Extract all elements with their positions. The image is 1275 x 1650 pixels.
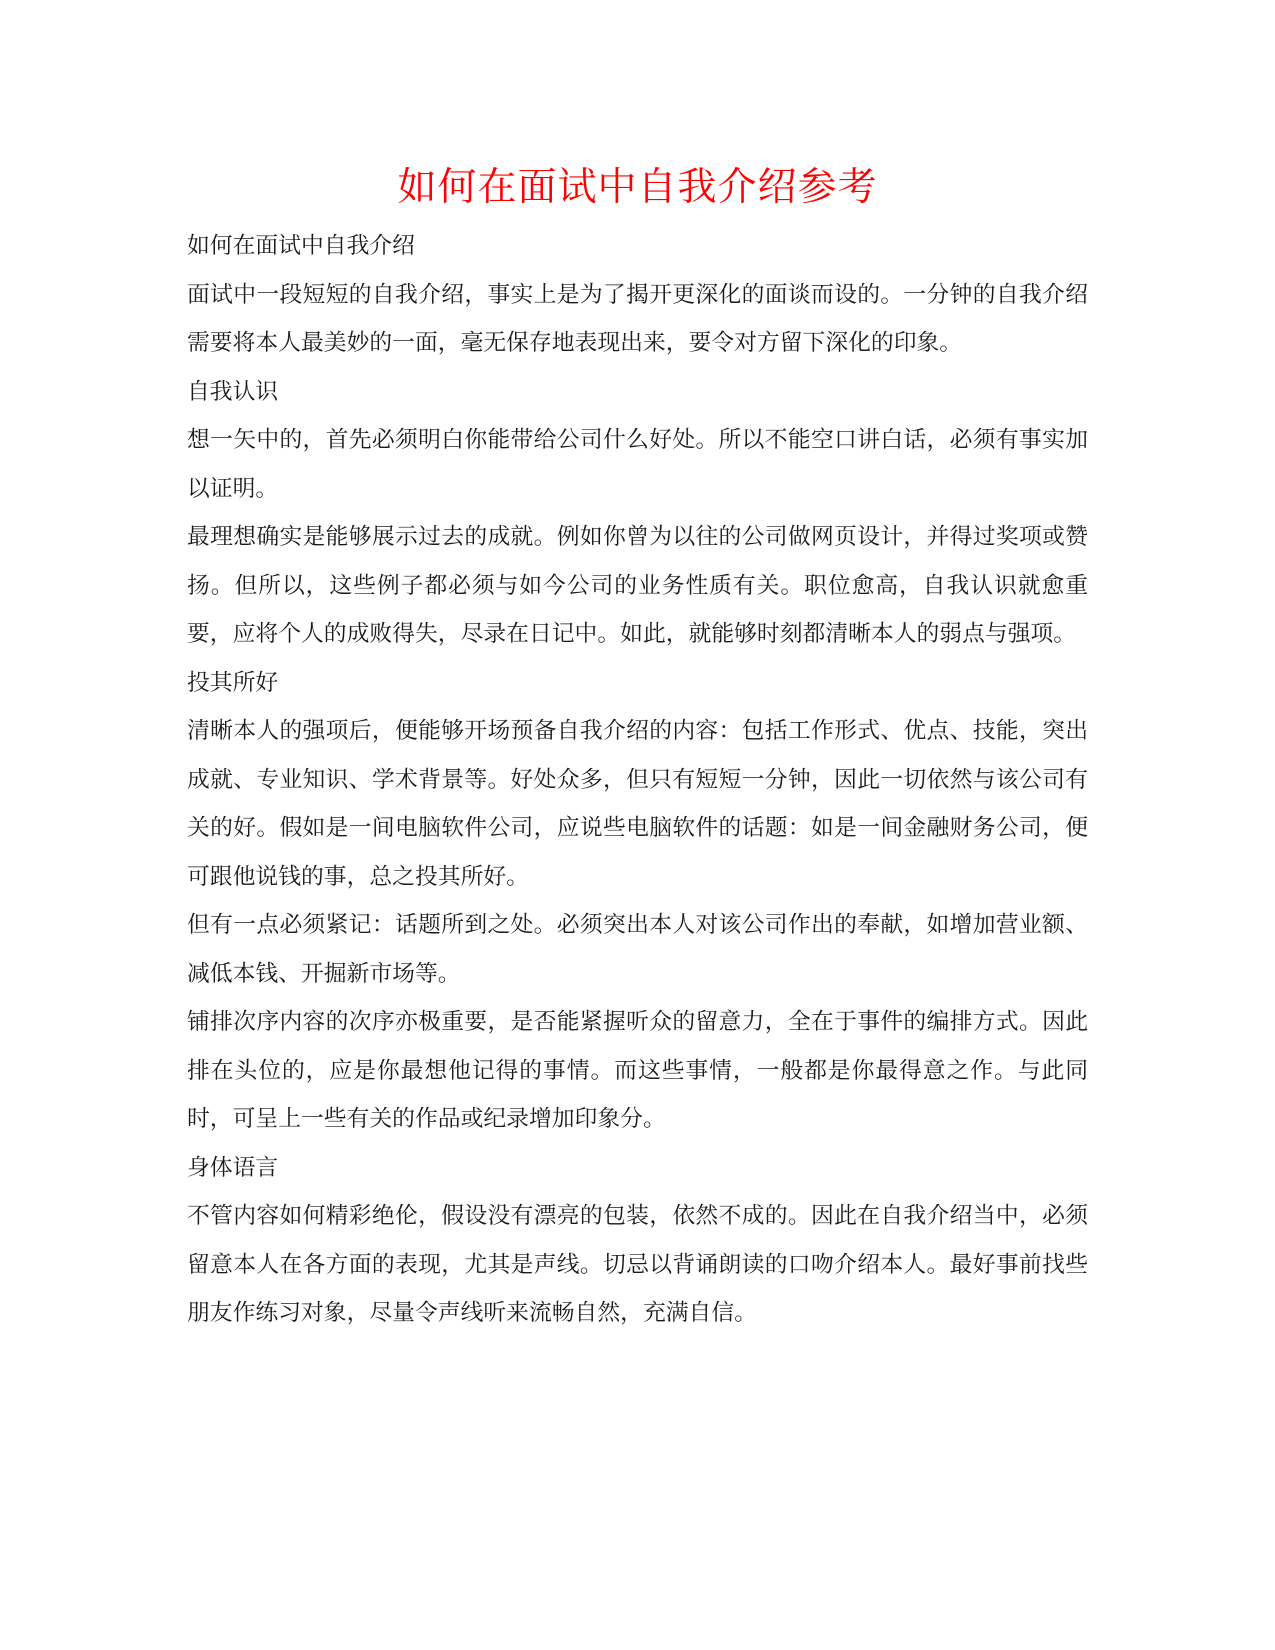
section-heading-body-language: 身体语言	[187, 1154, 279, 1181]
paragraph-cater-2: 但有一点必须紧记：话题所到之处。必须突出本人对该公司作出的奉献，如增加营业额、减低本钱、开掘新市场等。	[187, 912, 1088, 987]
paragraph-body-language: 不管内容如何精彩绝伦，假设没有漂亮的包装，依然不成的。因此在自我介绍当中，必须留意本人在各方面的表现，尤其是声线。切忌以背诵朗读的口吻介绍本人。最好事前找些朋友作练习对象，尽量令声线听来流畅自然，充满自信。	[187, 1203, 1088, 1326]
section-heading-intro: 如何在面试中自我介绍	[187, 233, 415, 259]
paragraph-intro: 面试中一段短短的自我介绍，事实上是为了揭开更深化的面谈而设的。一分钟的自我介绍需要将本人最美妙的一面，毫无保存地表现出来，要令对方留下深化的印象。	[187, 281, 1088, 356]
section-heading-self-awareness: 自我认识	[187, 378, 279, 405]
section-heading-cater: 投其所好	[187, 669, 279, 696]
document-title: 如何在面试中自我介绍参考	[397, 165, 878, 210]
paragraph-cater-3: 铺排次序内容的次序亦极重要，是否能紧握听众的留意力，全在于事件的编排方式。因此排在头位的，应是你最想他记得的事情。而这些事情，一般都是你最得意之作。与此同时，可呈上一些有关的作品或纪录增加印象分。	[187, 1009, 1088, 1132]
paragraph-self-awareness-2: 最理想确实是能够展示过去的成就。例如你曾为以往的公司做网页设计，并得过奖项或赞扬。但所以，这些例子都必须与如今公司的业务性质有关。职位愈高，自我认识就愈重要，应将个人的成败得失，尽录在日记中。如此，就能够时刻都清晰本人的弱点与强项。	[187, 524, 1088, 647]
paragraph-self-awareness-1: 想一矢中的，首先必须明白你能带给公司什么好处。所以不能空口讲白话，必须有事实加以证明。	[187, 427, 1088, 502]
paragraph-cater-1: 清晰本人的强项后，便能够开场预备自我介绍的内容：包括工作形式、优点、技能，突出成就、专业知识、学术背景等。好处众多，但只有短短一分钟，因此一切依然与该公司有关的好。假如是一间电脑软件公司，应说些电脑软件的话题：如是一间金融财务公司，便可跟他说钱的事，总之投其所好。	[187, 718, 1088, 890]
